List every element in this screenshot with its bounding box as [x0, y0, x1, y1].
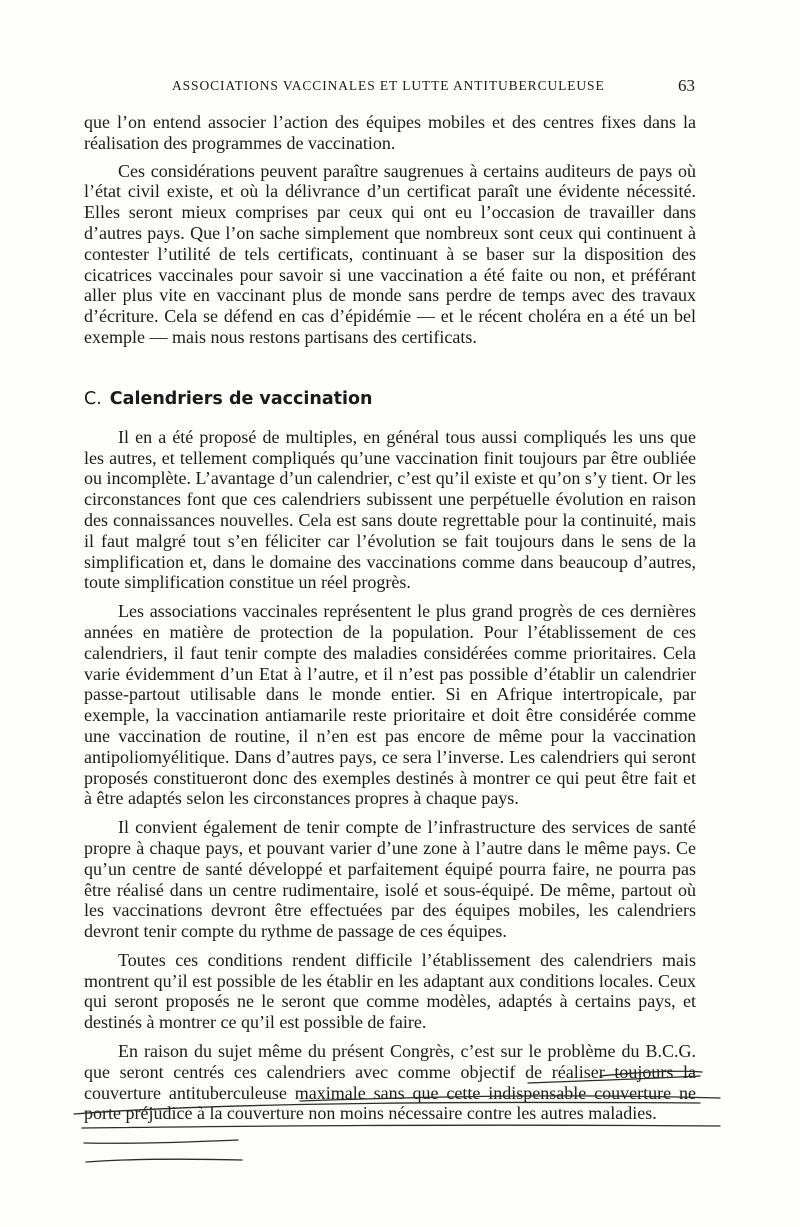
- paragraph-certificates: Ces considérations peuvent paraître saugrenues à certains auditeurs de pays où l’état civil existe, et où la délivrance d’un certificat paraît une évidente nécessité. Elles seront mieux comprises par ceux qui ont eu l’occasion de travailler dans d’autres pays. Que l’on sache simplement que nombreux sont ceux qui continuent à contester l’utilité de tels certificats, continuant à se baser sur la disposition des cicatrices vaccinales pour savoir si une vaccination a été faite ou non, et préférant aller plus vite en vaccinant plus de monde sans perdre de temps avec des travaux d’écriture. Cela se défend en cas d’épidémie — et le récent choléra en a été un bel exemple — mais nous restons partisans des certificats.: [84, 160, 696, 347]
- body-text: [84, 112, 696, 1124]
- paragraph-calendars-intro: Il en a été proposé de multiples, en général tous aussi compliqués les uns que les autres, et tellement compliqués qu’une vaccination finit toujours par être oubliée ou incomplète. L’avantage d’un calendrier, c’est qu’il existe et qu’on s’y tient. Or les circonstances font que ces calendriers subissent une perpétuelle évolution en raison des connaissances nouvelles. Cela est sans doute regrettable pour la continuité, mais il faut malgré tout s’en féliciter car l’évolution se fait toujours dans le sens de la simplification et, dans le domaine des vaccinations comme dans beaucoup d’autres, toute simplification constitue un réel progrès.: [84, 426, 696, 593]
- paragraph-conditions: Toutes ces conditions rendent difficile l’établissement des calendriers mais montrent qu’il est possible de les établir en les adaptant aux conditions locales. Ceux qui seront proposés ne le seront que comme modèles, adaptés à certains pays, et destinés à montrer ce qu’il est possible de faire.: [84, 949, 696, 1033]
- section-title: Calendriers de vaccination: [109, 388, 373, 409]
- paragraph-continuation: que l’on entend associer l’action des équipes mobiles et des centres fixes dans la réalisation des programmes de vaccination.: [84, 112, 696, 153]
- page-number: 63: [678, 76, 695, 95]
- section-heading: [84, 388, 696, 410]
- paragraph-associations: Les associations vaccinales représentent le plus grand progrès de ces dernières années en matière de protection de la population. Pour l’établissement de ces calendriers, il faut tenir compte des maladies considérées comme prioritaires. Cela varie évidemment d’un Etat à l’autre, et il n’est pas possible d’établir un calendrier passe-partout utilisable dans le monde entier. Si en Afrique intertropicale, par exemple, la vaccination antiamarile reste prioritaire et doit être considérée comme une vaccination de routine, il n’en est pas encore de même pour la vaccination antipoliomyélitique. Dans d’autres pays, ce sera l’inverse. Les calendriers qui seront proposés constitueront donc des exemples destinés à montrer ce qui peut être fait et à être adaptés selon les circonstances propres à chaque pays.: [84, 601, 696, 809]
- running-header: ASSOCIATIONS VACCINALES ET LUTTE ANTITUBERCULEUSE: [172, 78, 605, 93]
- paragraph-infrastructure: Il convient également de tenir compte de l’infrastructure des services de santé propre à chaque pays, et pouvant varier d’une zone à l’autre dans le même pays. Ce qu’un centre de santé développé et parfaitement équipé pourra faire, ne pourra pas être réalisé dans un centre rudimentaire, isolé et sous-équipé. De même, partout où les vaccinations devront être effectuées par des équipes mobiles, les calendriers devront tenir compte du rythme de passage de ces équipes.: [84, 817, 696, 942]
- paragraph-bcg: En raison du sujet même du présent Congrès, c’est sur le problème du B.C.G. que seront centrés ces calendriers avec comme objectif de réaliser toujours la couverture antituberculeuse maximale sans que cette indispensable couverture ne porte préjudice à la couverture non moins nécessaire contre les autres maladies.: [84, 1041, 696, 1124]
- underline-stroke-5: [82, 1125, 720, 1128]
- section-letter: C.: [84, 388, 102, 409]
- underline-stroke-7: [86, 1159, 242, 1162]
- underline-stroke-6: [84, 1140, 238, 1143]
